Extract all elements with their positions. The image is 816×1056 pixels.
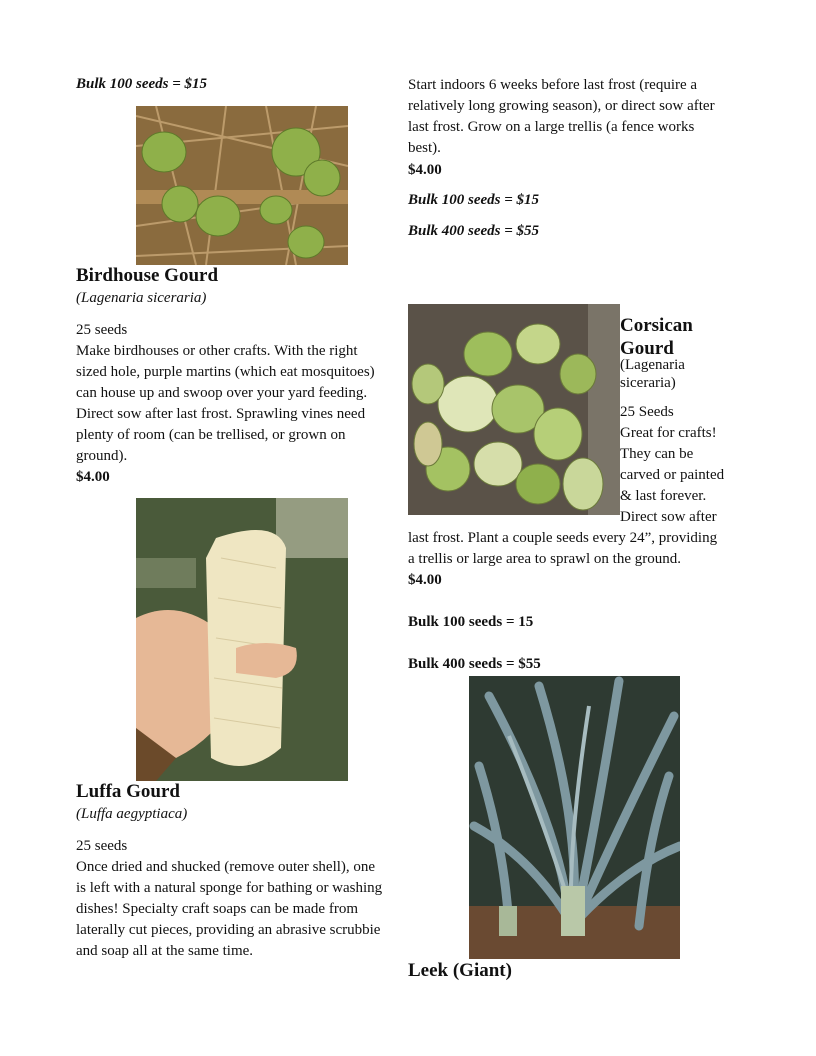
desc-line: is left with a natural sponge for bathing or washing xyxy=(76,880,383,896)
corsican-gourd-side-text xyxy=(620,402,724,528)
desc-line: dishes! Specialty craft soaps can be made from xyxy=(76,901,358,917)
bulk-price-top-left: Bulk 100 seeds = $15 xyxy=(76,76,208,92)
corsican-gourd-description xyxy=(408,528,753,570)
side-line: Direct sow after xyxy=(620,509,717,525)
latin-line: siceraria) xyxy=(620,375,676,391)
desc-line: Make birdhouses or other crafts. With the right xyxy=(76,343,358,359)
desc-line: a trellis or large area to sprawl on the ground. xyxy=(408,551,681,567)
corsican-bulk-100: Bulk 100 seeds = 15 xyxy=(408,614,534,630)
bulk-400-price: Bulk 400 seeds = $55 xyxy=(408,223,540,239)
desc-line: last frost. Plant a couple seeds every 24”, providing xyxy=(408,530,718,546)
side-line: They can be xyxy=(620,446,694,462)
intro-line: last frost. Grow on a large trellis (a fence works xyxy=(408,119,695,135)
title-line: Corsican xyxy=(620,315,693,336)
title-line: Gourd xyxy=(620,338,674,359)
birdhouse-gourd-title: Birdhouse Gourd xyxy=(76,265,219,286)
desc-line: Direct sow after last frost. Sprawling vines need xyxy=(76,406,366,422)
desc-line: can house up and swoop over your yard feeding. xyxy=(76,385,368,401)
side-line: Great for crafts! xyxy=(620,425,717,441)
desc-line: plenty of room (can be trellised, or grown on xyxy=(76,427,346,443)
leek-title: Leek (Giant) xyxy=(408,960,512,981)
birdhouse-gourd-seeds: 25 seeds xyxy=(76,322,128,338)
intro-line: relatively long growing season), or direct sow after xyxy=(408,98,715,114)
birdhouse-gourd-price: $4.00 xyxy=(76,469,110,485)
gourd-intro-text xyxy=(408,75,748,159)
leek-photo xyxy=(469,676,680,959)
gourd-price: $4.00 xyxy=(408,162,442,178)
desc-line: and soap all at the same time. xyxy=(76,943,254,959)
corsican-gourd-price: $4.00 xyxy=(408,572,442,588)
intro-line: best). xyxy=(408,140,441,156)
intro-line: Start indoors 6 weeks before last frost (require a xyxy=(408,77,698,93)
desc-line: Once dried and shucked (remove outer shell), one xyxy=(76,859,376,875)
luffa-gourd-photo xyxy=(136,498,348,781)
bulk-100-price: Bulk 100 seeds = $15 xyxy=(408,192,540,208)
desc-line: sized hole, purple martins (which eat mosquitoes) xyxy=(76,364,375,380)
desc-line: ground). xyxy=(76,448,128,464)
luffa-gourd-description xyxy=(76,857,411,962)
latin-line: (Lagenaria xyxy=(620,357,685,373)
corsican-gourd-photo xyxy=(408,304,620,515)
side-line: carved or painted xyxy=(620,467,725,483)
luffa-gourd-seeds: 25 seeds xyxy=(76,838,128,854)
corsican-bulk-400: Bulk 400 seeds = $55 xyxy=(408,656,541,672)
luffa-gourd-latin: (Luffa aegyptiaca) xyxy=(76,806,188,822)
corsican-gourd-latin xyxy=(620,356,685,392)
birdhouse-gourd-latin: (Lagenaria siceraria) xyxy=(76,290,207,306)
luffa-gourd-title: Luffa Gourd xyxy=(76,781,180,802)
side-line: 25 Seeds xyxy=(620,404,674,420)
birdhouse-gourd-photo xyxy=(136,106,348,265)
side-line: & last forever. xyxy=(620,488,707,504)
corsican-gourd-title xyxy=(620,314,693,360)
birdhouse-gourd-description xyxy=(76,341,406,467)
desc-line: laterally cut pieces, providing an abrasive scrubbie xyxy=(76,922,381,938)
